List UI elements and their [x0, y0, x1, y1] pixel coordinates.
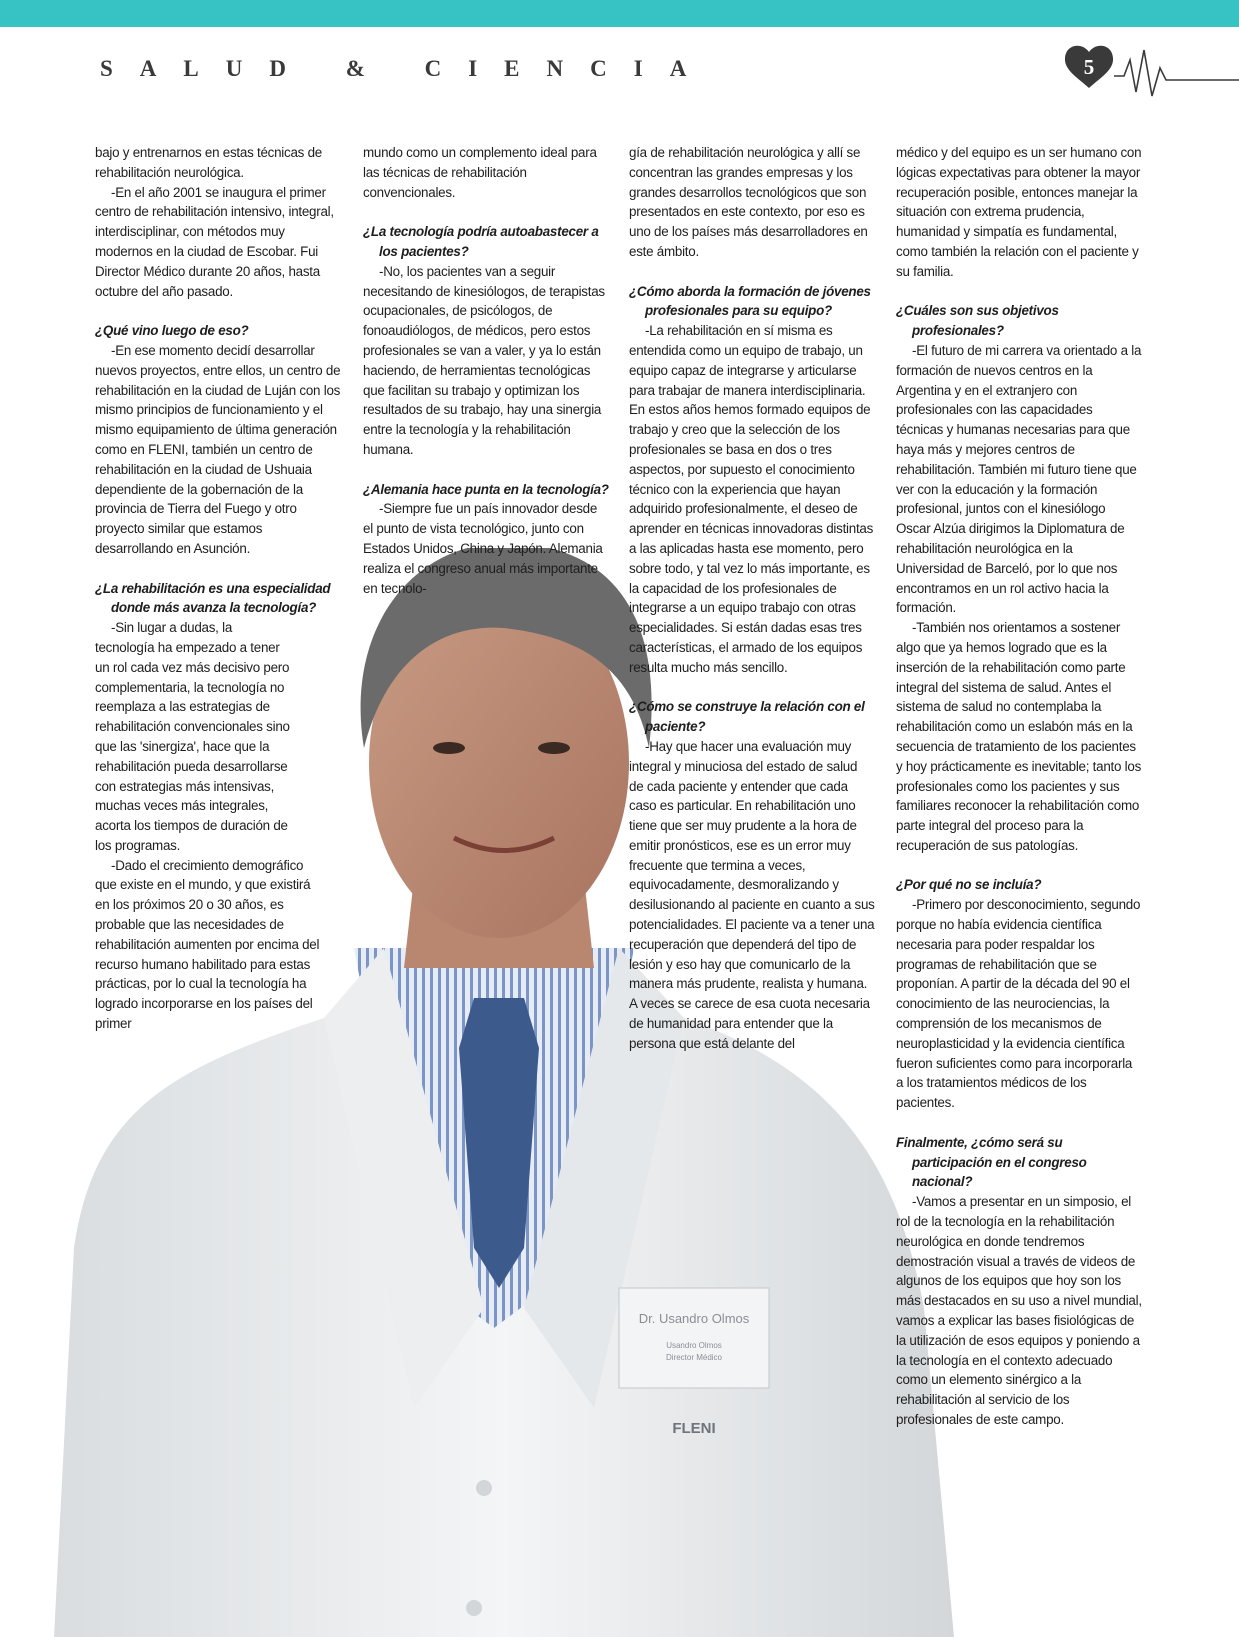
- article-column-3: [629, 143, 875, 1054]
- paragraph: bajo y entrenarnos en estas técnicas de rehabilitación neurológica.: [95, 145, 322, 180]
- paragraph: -El futuro de mi carrera va orientado a la formación de nuevos centros en la Argentina y en el extranjero con profesionales con las capacidades técnicas y humanas necesarias para que haya más y mejores centros de rehabilitación. También mi futuro tiene que ver con la educación y la formación profesional, juntos con el kinesiólogo Oscar Alzúa dirigimos la Diplomatura de rehabilitación neurológica en la Universidad de Barceló, por lo que nos encontramos en un rol activo hacia la formación.: [896, 342, 1142, 616]
- paragraph: gía de rehabilitación neurológica y allí se concentran las grandes empresas y los grandes desarrollos tecnológicos que son presentados en este contexto, por eso es uno de los países más desarrolladores en este ámbito.: [629, 145, 868, 259]
- article-column-2: [363, 143, 609, 598]
- interview-question: ¿Por qué no se incluía?: [896, 877, 1042, 893]
- interview-question: ¿Cómo se construye la relación con el paciente?: [629, 699, 865, 735]
- paragraph: -En ese momento decidí desarrollar nuevos proyectos, entre ellos, un centro de rehabilitación en la ciudad de Luján con los mismo principios de funcionamiento y el mismo equipamiento de última generación como en FLENI, también un centro de rehabilitación en la ciudad de Ushuaia dependiente de la gobernación de la provincia de Tierra del Fuego y otro proyecto similar que estamos desarrollando en Asunción.: [95, 342, 341, 556]
- top-color-bar: [0, 0, 1239, 27]
- badge-name: Dr. Usandro Olmos: [638, 1311, 750, 1326]
- interview-question: ¿Cómo aborda la formación de jóvenes profesionales para su equipo?: [629, 283, 871, 319]
- interview-question: ¿Alemania hace punta en la tecnología?: [363, 481, 609, 497]
- interview-question: ¿La tecnología podría autoabastecer a los pacientes?: [363, 224, 599, 259]
- paragraph: -No, los pacientes van a seguir necesitando de kinesiólogos, de terapistas ocupacionales, de psicólogos, de fonoaudiólogos, de médicos, pero estos profesionales se van a valer, y ya lo están haciendo, de herramientas tecnológicas que facilitan su trabajo y optimizan los resultados de su trabajo, hay una sinergia entre la tecnología y la rehabilitación humana.: [363, 263, 605, 457]
- interview-question: ¿La rehabilitación es una especialidad donde más avanza la tecnología?: [95, 580, 331, 616]
- interview-question: ¿Qué vino luego de eso?: [95, 323, 249, 339]
- paragraph: -Siempre fue un país innovador desde el punto de vista tecnológico, junto con Estados Unidos, China y Japón. Alemania realiza el congreso anual más importante en tecnolo-: [363, 501, 603, 596]
- paragraph: -Primero por desconocimiento, segundo porque no había evidencia científica necesaria para poder respaldar los programas de rehabilitación que se proponían. A partir de la década del 90 el conocimiento de las neurociencias, la comprensión de los mecanismos de neuroplasticidad y la evidencia científica fueron suficientes como para incorporarla a los tratamientos médicos de los pacientes.: [896, 897, 1141, 1111]
- paragraph: -Vamos a presentar en un simposio, el rol de la tecnología en la rehabilitación neurológica en donde tendremos demostración visual a través de videos de algunos de los equipos que hoy son los más destacados en su uso a nivel mundial, vamos a explicar las bases fisiológicas de la utilización de esos equipos y poniendo a la tecnología en el contexto adecuado como un elemento sinérgico a la rehabilitación al servicio de los profesionales de este campo.: [896, 1194, 1142, 1427]
- section-title: SALUD & CIENCIA: [100, 56, 714, 81]
- paragraph: mundo como un complemento ideal para las técnicas de rehabilitación convencionales.: [363, 145, 597, 200]
- interview-question: ¿Cuáles son sus objetivos profesionales?: [896, 303, 1059, 339]
- page-number: 5: [1083, 55, 1095, 79]
- paragraph: -Dado el crecimiento demográfico que existe en el mundo, y que existirá en los próximos 20 o 30 años, es probable que las necesidades de rehabilitación aumenten por encima del recurso humano habilitado para estas prácticas, por lo cual la tecnología ha logrado incorporarse en los países del primer: [95, 857, 320, 1032]
- interview-question: Finalmente, ¿cómo será su participación en el congreso nacional?: [896, 1134, 1087, 1190]
- paragraph: -También nos orientamos a sostener algo que ya hemos logrado que es la inserción de la rehabilitación como parte integral del sistema de salud. Antes el sistema de salud no contemplaba la rehabilitación como un eslabón más en la secuencia de tratamiento de los pacientes y hoy prácticamente es inevitable; tanto los profesionales como los pacientes y sus familiares reconocer la rehabilitación como parte integral del proceso para la recuperación de sus patologías.: [896, 620, 1142, 853]
- article-column-1: [95, 143, 341, 1034]
- page-number-badge: [1052, 40, 1239, 110]
- fleni-logo: FLENI: [672, 1420, 716, 1437]
- paragraph: -En el año 2001 se inaugura el primer centro de rehabilitación intensivo, integral, interdisciplinar, con métodos muy modernos en la ciudad de Escobar. Fui Director Médico durante 20 años, hasta octubre del año pasado.: [95, 184, 334, 299]
- badge-role: Director Médico: [665, 1353, 723, 1362]
- article-column-4: [896, 143, 1142, 1430]
- paragraph: -Hay que hacer una evaluación muy integral y minuciosa del estado de salud de cada paciente y entender que cada caso es particular. En rehabilitación uno tiene que ser muy prudente a la hora de emitir pronósticos, ese es un error muy frecuente que termina a veces, equivocadamente, desmoralizando y desilusionando al paciente en cuanto a sus potencialidades. El paciente va a tener una recuperación que dependerá del tipo de lesión y eso hay que comunicarlo de la manera más prudente, realista y humana. A veces se carece de esa cuota necesaria de humanidad para entender que la persona que está delante del: [629, 738, 875, 1051]
- paragraph: médico y del equipo es un ser humano con lógicas expectativas para obtener la mayor recuperación posible, entonces manejar la situación con extrema prudencia, humanidad y simpatía es fundamental, como también la relación con el paciente y su familia.: [896, 145, 1142, 279]
- badge-sub: Usandro Olmos: [666, 1341, 722, 1350]
- paragraph: -La rehabilitación en sí misma es entendida como un equipo de trabajo, un equipo capaz de integrarse y articularse para trabajar de manera interdisciplinaria. En estos años hemos formado equipos de trabajo y creo que la selección de los profesionales se basa en dos o tres aspectos, por supuesto el conocimiento técnico con la experiencia que hayan adquirido profesionalmente, el deseo de aprender en técnicas innovadoras distintas a las aplicadas hasta ese momento, pero sobre todo, y tal vez lo más importante, es la capacidad de los profesionales de integrarse a un equipo trabajo con otras especialidades. Si están dadas esas tres características, el armado de los equipos resulta mucho más sencillo.: [629, 323, 874, 675]
- paragraph: -Sin lugar a dudas, la tecnología ha empezado a tener un rol cada vez más decisivo pero complementaria, la tecnología no reemplaza a las estrategias de rehabilitación convencionales sino que las 'sinergiza', hace que la rehabilitación pueda desarrollarse con estrategias más intensivas, muchas veces más integrales, acorta los tiempos de duración de los programas.: [95, 620, 290, 853]
